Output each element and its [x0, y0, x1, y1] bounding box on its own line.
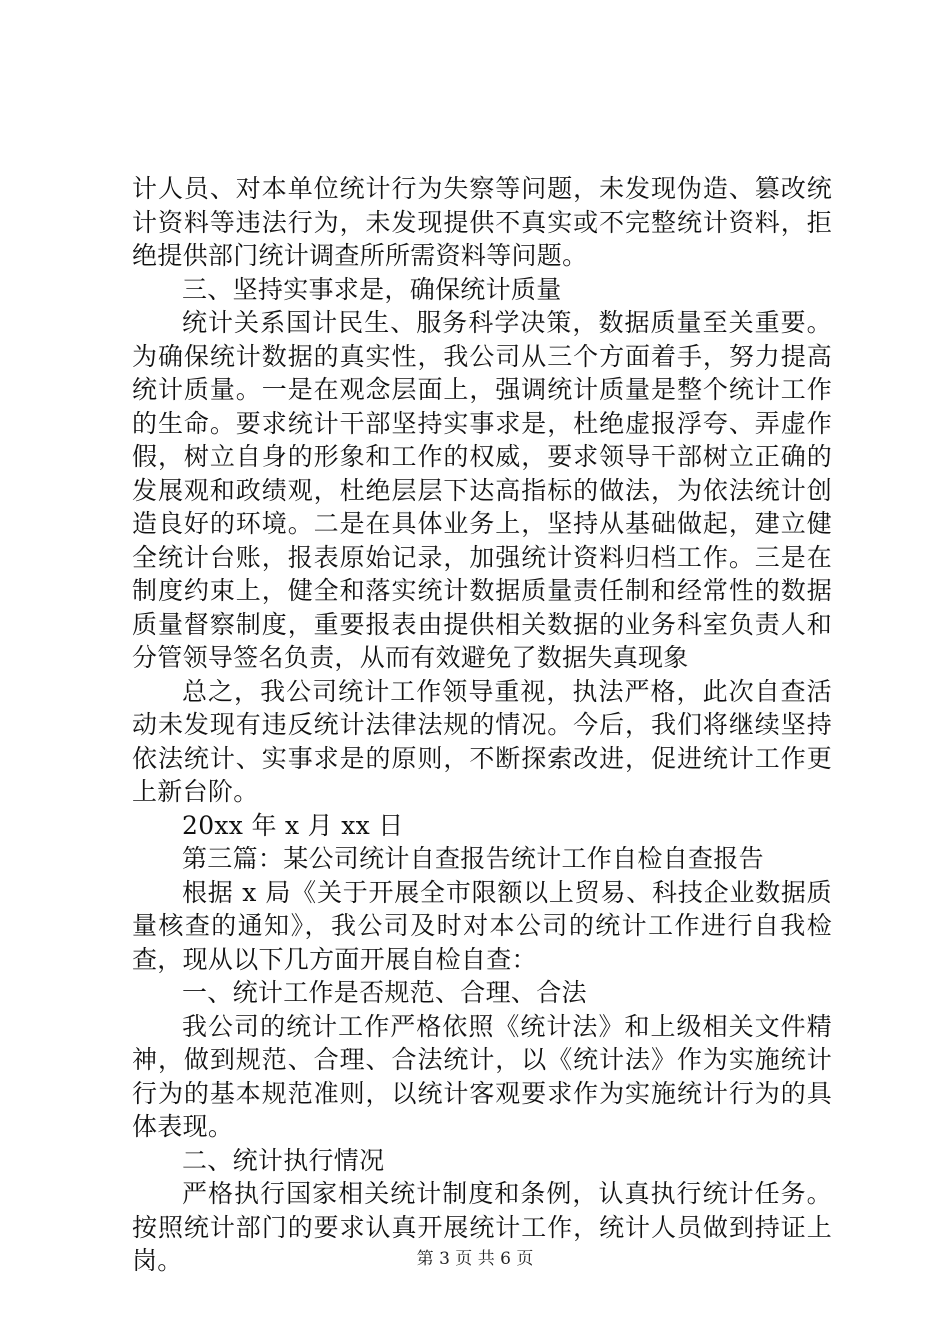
- date-line: 20xx 年 x 月 xx 日: [182, 810, 404, 840]
- section-heading-1: 一、统计工作是否规范、合理、合法: [182, 978, 587, 1007]
- page-number-footer: 第 3 页 共 6 页: [416, 1249, 534, 1269]
- document-body: [132, 172, 832, 1278]
- paragraph-5: 我公司的统计工作严格依照《统计法》和上级相关文件精神，做到规范、合理、合法统计，以《统计法》作为实施统计行为的基本规范准则，以统计客观要求作为实施统计行为的具体表现。: [132, 1011, 832, 1141]
- section-heading-2: 二、统计执行情况: [182, 1145, 385, 1175]
- paragraph-2: 统计关系国计民生、服务科学决策，数据质量至关重要。为确保统计数据的真实性，我公司从三个方面着手，努力提高统计质量。一是在观念层面上，强调统计质量是整个统计工作的生命。要求统计干部坚持实事求是，杜绝虚报浮夸、弄虚作假，树立自身的形象和工作的权威，要求领导干部树立正确的发展观和政绩观，杜绝层层下达高指标的做法，为依法统计创造良好的环境。二是在具体业务上，坚持从基础做起，建立健全统计台账，报表原始记录，加强统计资料归档工作。三是在制度约束上，健全和落实统计数据质量责任制和经常性的数据质量督察制度，重要报表由提供相关数据的业务科室负责人和分管领导签名负责，从而有效避免了数据失真现象: [132, 308, 832, 672]
- paragraph-1: 计人员、对本单位统计行为失察等问题，未发现伪造、篡改统计资料等违法行为，未发现提供不真实或不完整统计资料，拒绝提供部门统计调查所所需资料等问题。: [132, 174, 832, 270]
- section-heading-3: 三、坚持实事求是，确保统计质量: [182, 274, 562, 304]
- chapter-title: 第三篇：某公司统计自查报告统计工作自检自查报告: [182, 844, 764, 873]
- paragraph-4: 根据 x 局《关于开展全市限额以上贸易、科技企业数据质量核查的通知》，我公司及时对本公司的统计工作进行自我检查，现从以下几方面开展自检自查：: [132, 877, 832, 974]
- paragraph-3: 总之，我公司统计工作领导重视，执法严格，此次自查活动未发现有违反统计法律法规的情况。今后，我们将继续坚持依法统计、实事求是的原则，不断探索改进，促进统计工作更上新台阶。: [132, 676, 832, 806]
- paragraph-6: 严格执行国家相关统计制度和条例，认真执行统计任务。按照统计部门的要求认真开展统计工作，统计人员做到持证上岗。: [132, 1179, 832, 1275]
